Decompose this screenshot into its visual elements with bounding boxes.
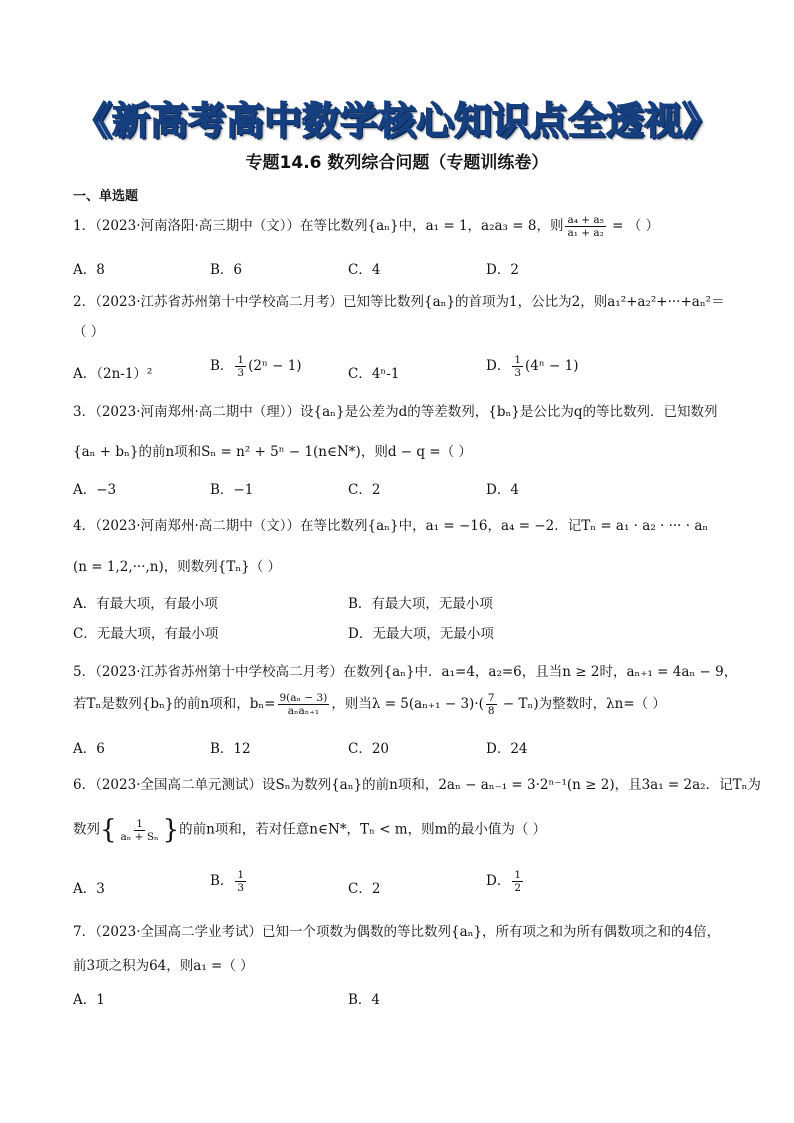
q5-option-a[interactable]: A．6 [73, 741, 105, 757]
frac-den: 3 [237, 882, 245, 894]
q6-option-c[interactable]: C．2 [348, 881, 381, 897]
q5-line2-start: 若Tₙ是数列{bₙ}的前n项和，bₙ= [73, 696, 276, 712]
q7-option-b[interactable]: B．4 [348, 992, 381, 1008]
q2-option-b-text: (2ⁿ − 1) [248, 358, 302, 374]
q2-option-d-text: (4ⁿ − 1) [525, 358, 579, 374]
q6-option-d-label: D． [486, 873, 511, 889]
q2-option-b-fraction [235, 354, 246, 379]
q5-option-d[interactable]: D．24 [486, 741, 528, 757]
q3-option-a[interactable]: A．−3 [73, 482, 117, 498]
frac-den: 2 [514, 882, 522, 894]
q1-option-b[interactable]: B．6 [210, 262, 243, 278]
document-banner-title: 《新高考高中数学核心知识点全透视》 [73, 99, 720, 143]
topic-subtitle: 专题14.6 数列综合问题（专题训练卷） [245, 153, 549, 173]
q4-option-d[interactable]: D．无最大项，无最小项 [348, 626, 494, 642]
q3-option-c[interactable]: C．2 [348, 482, 381, 498]
question-7-line-2: 前3项之积为64，则a₁ =（ ） [73, 958, 254, 974]
frac-den: 3 [237, 367, 245, 379]
question-2-line-2: （ ） [73, 324, 105, 340]
q2-option-a[interactable]: A．（2n-1）² [73, 366, 153, 382]
question-7-line-1: 7．（2023·全国高二学业考试）已知一个项数为偶数的等比数列{aₙ}，所有项之和为所有偶数项之和的4倍， [73, 924, 721, 940]
question-6-line-2 [73, 815, 546, 845]
frac-num: 1 [237, 354, 245, 366]
question-5-line-2 [73, 692, 666, 717]
question-3-line-1: 3．（2023·河南郑州·高二期中（理））设{aₙ}是公差为d的等差数列，{bₙ}是公比为q的等比数列．已知数列 [73, 404, 718, 420]
question-2-line-1: 2．（2023·江苏省苏州第十中学校高二月考）已知等比数列{aₙ}的首项为1，公比为2，则a₁²+a₂²+···+aₙ²＝ [73, 294, 725, 310]
section-heading: 一、单选题 [73, 189, 139, 204]
q5-seven-eighths [486, 692, 497, 717]
q1-fraction-denominator: a₁ + a₂ [567, 227, 604, 239]
q1-sequence: {aₙ} [367, 218, 399, 234]
q5-bn-fraction [278, 692, 330, 717]
q6-option-d[interactable] [486, 869, 525, 894]
q7-option-a[interactable]: A．1 [73, 992, 105, 1008]
q1-option-d[interactable]: D．2 [486, 262, 519, 278]
q1-fraction [565, 214, 605, 239]
frac-num: 7 [487, 692, 495, 704]
q1-stem-text: 1．（2023·河南洛阳·高三期中（文））在等比数列 [73, 218, 368, 234]
q3-option-d[interactable]: D．4 [486, 482, 519, 498]
q1-ending: = （ ） [607, 218, 660, 234]
q6-option-b[interactable] [210, 869, 248, 894]
q2-option-d[interactable] [486, 354, 578, 379]
q2-option-d-label: D． [486, 358, 511, 374]
frac-num: 1 [237, 869, 245, 881]
q5-line2-mid: ，则当λ = 5(aₙ₊₁ − 3)·( [331, 696, 484, 712]
left-brace-icon: { [100, 815, 117, 845]
q6-fraction [119, 818, 161, 843]
frac-num: 1 [514, 354, 522, 366]
question-4-line-1: 4．（2023·河南郑州·高二期中（文））在等比数列{aₙ}中，a₁ = −16，a₄ = −2．记Tₙ = a₁ · a₂ · ··· · aₙ [73, 518, 709, 534]
question-1-stem [73, 214, 659, 239]
q1-option-c[interactable]: C．4 [348, 262, 381, 278]
question-5-line-1: 5．（2023·江苏省苏州第十中学校高二月考）在数列{aₙ}中．a₁=4，a₂=6，且当n ≥ 2时，aₙ₊₁ = 4aₙ − 9， [73, 664, 738, 680]
q2-option-b[interactable] [210, 354, 302, 379]
q1-option-a[interactable]: A．8 [73, 262, 105, 278]
q6-option-d-fraction [512, 869, 523, 894]
q3-option-b[interactable]: B．−1 [210, 482, 254, 498]
question-4-line-2: (n = 1,2,···,n)，则数列{Tₙ}（ ） [73, 559, 282, 575]
frac-den: aₙaₙ₊₁ [287, 705, 320, 717]
right-brace-icon: } [162, 815, 180, 845]
q5-line2-end: − Tₙ)为整数时，λn=（ ） [498, 696, 666, 712]
q6-line2-end: 的前n项和，若对任意n∈N*，Tₙ < m，则m的最小值为（ ） [179, 821, 547, 838]
q4-option-a[interactable]: A．有最大项，有最小项 [73, 596, 218, 612]
q4-option-b[interactable]: B．有最大项，无最小项 [348, 596, 493, 612]
frac-num: 1 [136, 817, 143, 830]
q2-option-d-fraction [512, 354, 523, 379]
q6-option-b-label: B． [210, 873, 234, 889]
q6-option-b-fraction [235, 869, 246, 894]
q2-option-c[interactable]: C．4ⁿ-1 [348, 366, 400, 382]
frac-den: aₙ + Sₙ [120, 830, 159, 843]
question-3-line-2: {aₙ + bₙ}的前n项和Sₙ = n² + 5ⁿ − 1(n∈N*)，则d − q =（ ） [73, 444, 472, 460]
frac-den: 3 [514, 367, 522, 379]
q5-option-c[interactable]: C．20 [348, 741, 390, 757]
q6-option-a[interactable]: A．3 [73, 881, 105, 897]
frac-den: 8 [487, 705, 495, 717]
q1-then: ，则 [536, 218, 564, 234]
q1-fraction-numerator: a₄ + a₅ [567, 214, 604, 226]
q1-given: 中，a₁ = 1，a₂a₃ = 8 [398, 218, 537, 234]
q2-option-b-label: B． [210, 358, 234, 374]
question-6-line-1: 6．（2023·全国高二单元测试）设Sₙ为数列{aₙ}的前n项和，2aₙ − aₙ₋₁ = 3·2ⁿ⁻¹(n ≥ 2)，且3a₁ = 2a₂．记Tₙ为 [73, 777, 761, 793]
q6-line2-start: 数列 [73, 821, 100, 838]
frac-num: 9(aₙ − 3) [279, 692, 328, 704]
q4-option-c[interactable]: C．无最大项，有最小项 [73, 626, 219, 642]
q5-option-b[interactable]: B．12 [210, 741, 251, 757]
frac-num: 1 [514, 869, 522, 881]
